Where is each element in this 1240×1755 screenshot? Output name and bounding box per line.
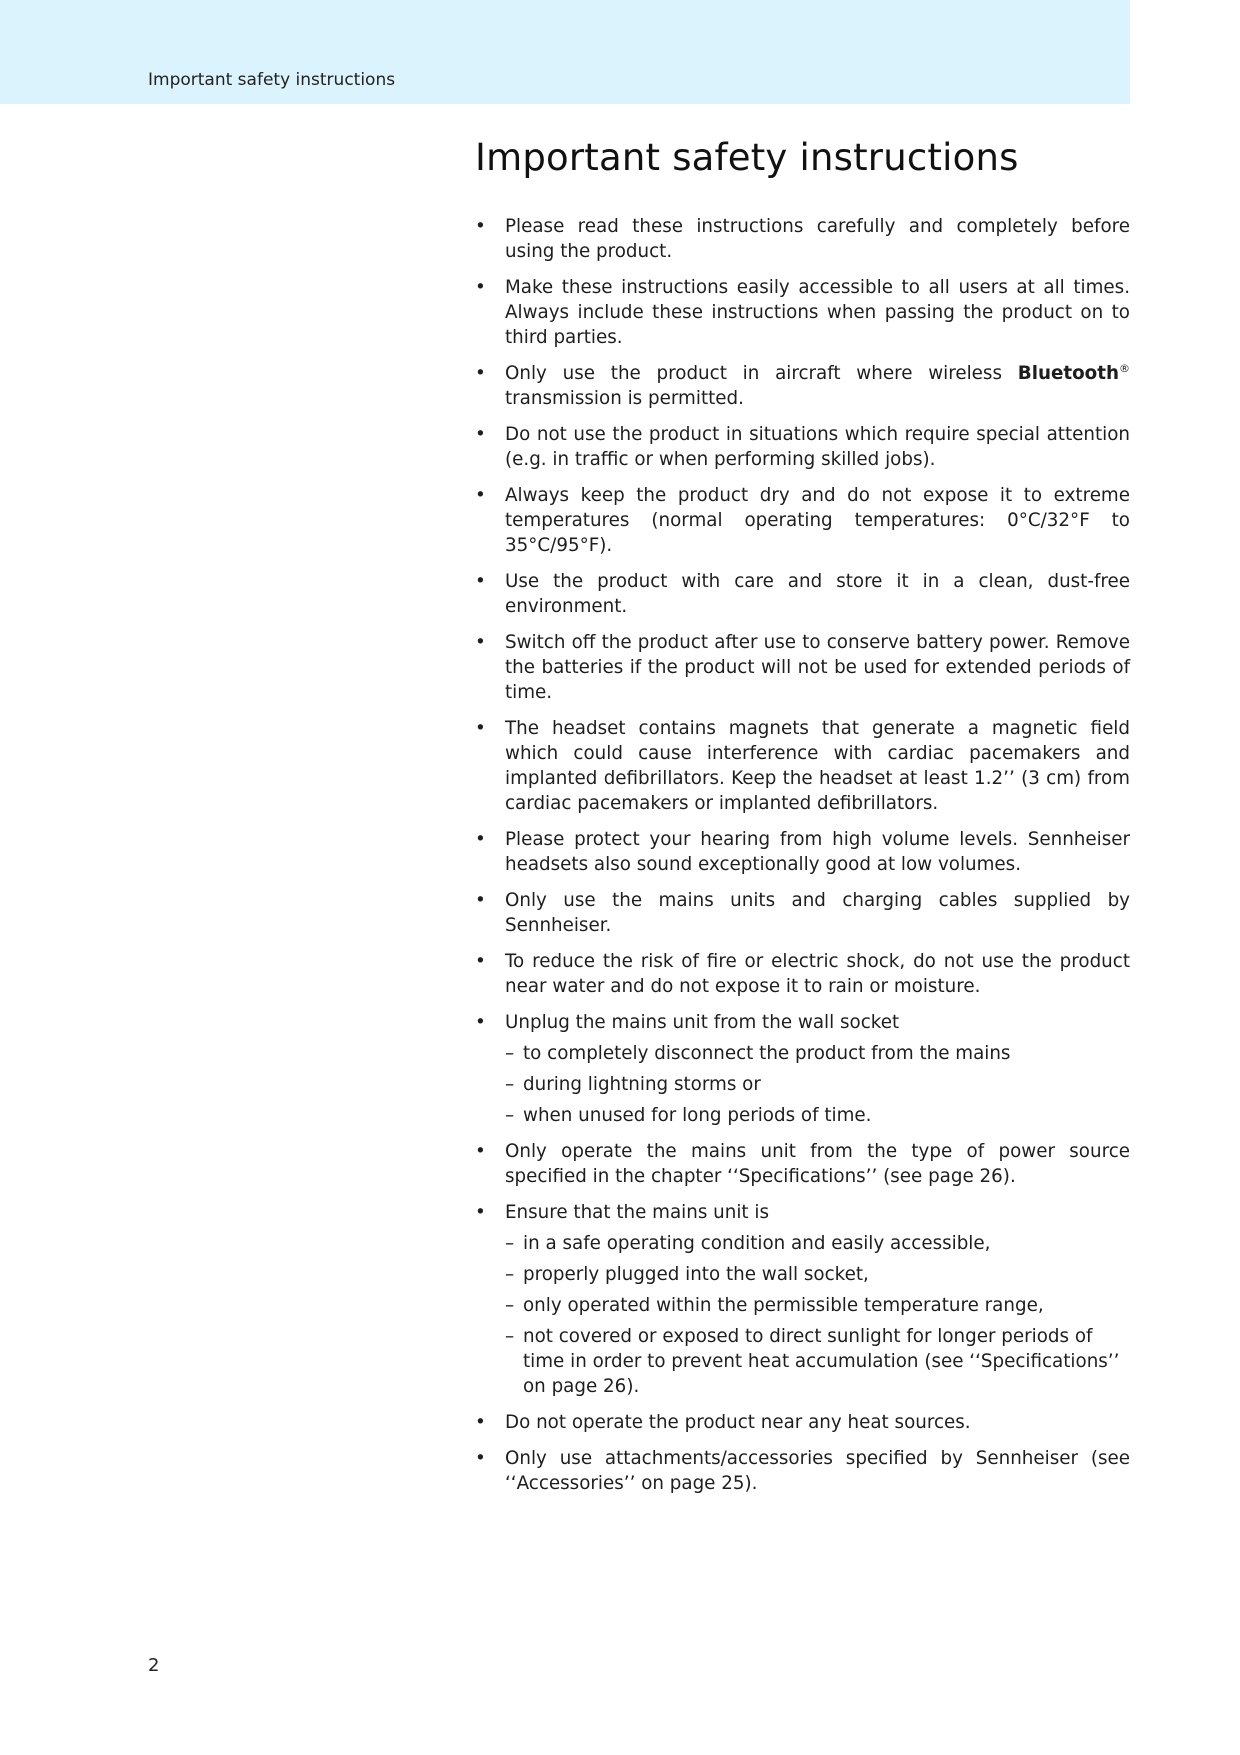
list-item: • Only use the product in aircraft where wireless Bluetooth® transmission is permitted. xyxy=(475,361,1130,411)
sub-list-item: – when unused for long periods of time. xyxy=(505,1103,1130,1128)
page-number: 2 xyxy=(148,1655,160,1676)
running-header: Important safety instructions xyxy=(148,70,396,90)
list-item: • The headset contains magnets that generate a magnetic field which could cause interference with cardiac pacemakers and implanted defibrillators. Keep the headset at least 1.2’’ (3 cm) from cardiac pacemakers or implanted defibrillators. xyxy=(475,716,1130,816)
sub-list xyxy=(505,1041,1130,1128)
safety-list xyxy=(475,214,1130,1496)
sub-list-item: – during lightning storms or xyxy=(505,1072,1130,1097)
list-item: • Unplug the mains unit from the wall socket – to completely disconnect the product from the mains – during lightning storms or – when unused for long periods of time. xyxy=(475,1010,1130,1128)
list-item: • Always keep the product dry and do not expose it to extreme temperatures (normal operating temperatures: 0°C/32°F to 35°C/95°F). xyxy=(475,483,1130,558)
sub-list-item: – in a safe operating condition and easily accessible, xyxy=(505,1231,1130,1256)
list-item: • Only use the mains units and charging cables supplied by Sennheiser. xyxy=(475,888,1130,938)
list-item: • Do not use the product in situations which require special attention (e.g. in traffic or when performing skilled jobs). xyxy=(475,422,1130,472)
list-item: • Only use attachments/accessories specified by Sennheiser (see ‘‘Accessories’’ on page 25). xyxy=(475,1446,1130,1496)
sub-list-item: – not covered or exposed to direct sunlight for longer periods of time in order to prevent heat accumulation (see ‘‘Specifications’’ on page 26). xyxy=(505,1324,1130,1399)
registered-mark: ® xyxy=(1119,361,1130,375)
list-item: • Switch off the product after use to conserve battery power. Remove the batteries if the product will not be used for extended periods of time. xyxy=(475,630,1130,705)
sub-list-item: – properly plugged into the wall socket, xyxy=(505,1262,1130,1287)
list-item: • Only operate the mains unit from the type of power source specified in the chapter ‘‘Specifications’’ (see page 26). xyxy=(475,1139,1130,1189)
bluetooth-brand: Bluetooth xyxy=(1017,363,1119,384)
sub-list xyxy=(505,1231,1130,1399)
header-band xyxy=(0,0,1130,104)
sub-list-item: – to completely disconnect the product from the mains xyxy=(505,1041,1130,1066)
list-item: • Use the product with care and store it in a clean, dust-free environment. xyxy=(475,569,1130,619)
sub-list-item: – only operated within the permissible temperature range, xyxy=(505,1293,1130,1318)
list-item: • Please read these instructions carefully and completely before using the product. xyxy=(475,214,1130,264)
list-item: • Do not operate the product near any heat sources. xyxy=(475,1410,1130,1435)
list-item: • Make these instructions easily accessible to all users at all times. Always include these instructions when passing the product on to third parties. xyxy=(475,275,1130,350)
list-item: • To reduce the risk of fire or electric shock, do not use the product near water and do not expose it to rain or moisture. xyxy=(475,949,1130,999)
page-title: Important safety instructions xyxy=(475,136,1019,179)
list-item: • Please protect your hearing from high volume levels. Sennheiser headsets also sound exceptionally good at low volumes. xyxy=(475,827,1130,877)
content xyxy=(475,214,1130,1507)
list-item: • Ensure that the mains unit is – in a safe operating condition and easily accessible, – properly plugged into the wall socket, – only operated within the permissible temperature range, – not covered or exposed to direct sunlight for longer periods of time in order to prevent heat accumulation (see ‘‘Specifications’’ on page 26). xyxy=(475,1200,1130,1399)
